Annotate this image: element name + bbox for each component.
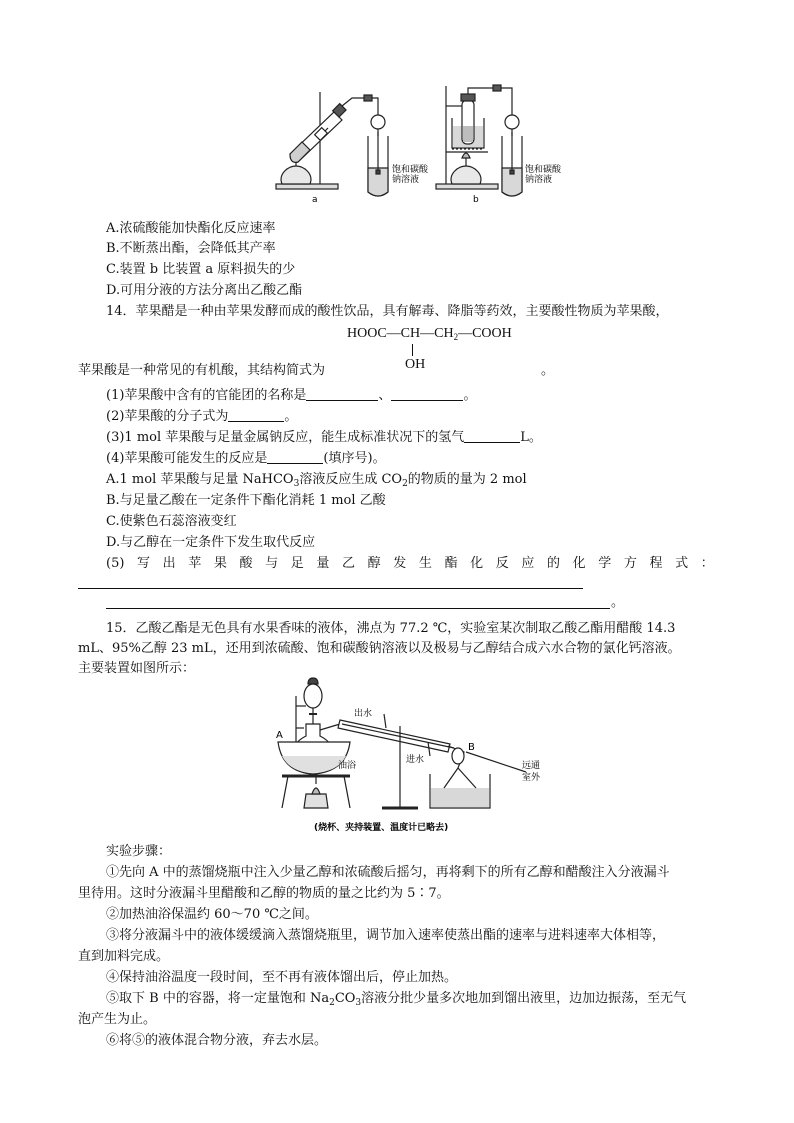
apparatus-figure-ab bbox=[268, 82, 568, 206]
p5-char: 酯 bbox=[444, 556, 458, 571]
q14-part-1 bbox=[106, 387, 476, 404]
q14-structure-period: 。 bbox=[541, 363, 555, 378]
p5-char: (5) bbox=[106, 556, 125, 571]
blank-hydrogen-volume[interactable] bbox=[464, 430, 520, 443]
p5-char: 出 bbox=[162, 556, 176, 571]
q15-line-2: mL、95%乙醇 23 mL，还用到浓硫酸、饱和碳酸钠溶液以及极易与乙醇结合成六水合物的氯化钙溶液。 bbox=[78, 641, 681, 656]
label-vent-1: 远通 bbox=[522, 761, 541, 771]
q14-structure-sentence bbox=[78, 362, 325, 379]
label-apparatus-B: B bbox=[468, 742, 475, 753]
q14-intro: 14．苹果醋是一种由苹果发酵而成的酸性饮品，具有解毒、降脂等药效，主要酸性物质为苹果酸， bbox=[106, 304, 669, 319]
part4-end: (填序号)。 bbox=[323, 451, 386, 466]
steps-title: 实验步骤： bbox=[106, 844, 172, 859]
q13-option-d: D.可用分液的方法分离出乙酸乙酯 bbox=[106, 283, 303, 298]
part3-end: L。 bbox=[520, 430, 542, 445]
p5-char: 程 bbox=[649, 556, 663, 571]
label-figure-a: a bbox=[312, 195, 318, 205]
label-vent-2: 室外 bbox=[522, 773, 541, 783]
part4-text: (4)苹果酸可能发生的反应是 bbox=[106, 451, 268, 466]
label-figure-b: b bbox=[473, 195, 479, 205]
p5-char: 乙 bbox=[342, 556, 356, 571]
blank-functional-group-1[interactable] bbox=[306, 388, 378, 401]
step-1-line-1: ①先向 A 中的蒸馏烧瓶中注入少量乙醇和浓硫酸后摇匀，再将剩下的所有乙醇和醋酸注入分液漏斗 bbox=[106, 865, 670, 880]
p5-char: 化 bbox=[572, 556, 586, 571]
p5-char: 足 bbox=[290, 556, 304, 571]
blank-reaction-options[interactable] bbox=[267, 451, 323, 464]
part2-end: 。 bbox=[284, 409, 298, 424]
label-tube-a-line2: 钠溶液 bbox=[392, 175, 420, 185]
q14-part-3 bbox=[106, 429, 542, 446]
q13-option-a: A.浓硫酸能加快酯化反应速率 bbox=[106, 221, 276, 236]
step-4: ④保持油浴温度一段时间，至不再有液体馏出后，停止加热。 bbox=[106, 970, 458, 985]
p5-char: 发 bbox=[393, 556, 407, 571]
p5-char: 量 bbox=[316, 556, 330, 571]
structure-end: —COOH bbox=[458, 326, 512, 341]
q15-line-1: 15．乙酸乙酯是无色具有水果香味的液体，沸点为 77.2 ℃，实验室某次制取乙酸乙酯用醋酸 14.3 bbox=[106, 621, 676, 636]
q13-option-b: B.不断蒸出酯，会降低其产率 bbox=[106, 241, 276, 256]
p5-char: 化 bbox=[470, 556, 484, 571]
p5-char: 反 bbox=[495, 556, 509, 571]
distillation-apparatus-figure bbox=[268, 676, 558, 838]
q13-option-c: C.装置 b 比装置 a 原料损失的少 bbox=[106, 262, 296, 277]
q14-part-5-end: 。 bbox=[611, 595, 625, 610]
blank-molecular-formula[interactable] bbox=[228, 409, 284, 422]
step5-sub-2: 3 bbox=[355, 998, 362, 1008]
step-3-line-1: ③将分液漏斗中的液体缓缓滴入蒸馏烧瓶里，调节加入速率使蒸出酯的速率与进料速率大体相等， bbox=[106, 928, 666, 943]
step5-sub-1: 2 bbox=[329, 998, 335, 1008]
label-tube-a-line1: 饱和碳酸 bbox=[392, 165, 429, 175]
optA-sub-2: 2 bbox=[402, 479, 408, 489]
part1-end: 。 bbox=[463, 388, 477, 403]
malic-acid-structure bbox=[347, 326, 512, 342]
figure-caption: (烧杯、夹持装置、温度计已略去) bbox=[314, 823, 449, 833]
q15-line-3: 主要装置如图所示： bbox=[78, 661, 196, 676]
step-5-line-2: 泡产生为止。 bbox=[78, 1012, 157, 1027]
p5-char: 学 bbox=[598, 556, 612, 571]
step-5-line-1 bbox=[106, 990, 686, 1012]
part1-text: (1)苹果酸中含有的官能团的名称是 bbox=[106, 388, 307, 403]
p5-char: ： bbox=[700, 556, 714, 571]
part1-sep: 、 bbox=[378, 388, 392, 403]
step-3-line-2: 直到加料完成。 bbox=[78, 949, 170, 964]
part2-text: (2)苹果酸的分子式为 bbox=[106, 409, 229, 424]
label-water-in: 进水 bbox=[406, 755, 425, 765]
q14-option-a bbox=[106, 471, 527, 493]
optA-sub-1: 3 bbox=[293, 479, 300, 489]
q14-part-2 bbox=[106, 408, 297, 425]
q14-option-c: C.使紫色石蕊溶液变红 bbox=[106, 514, 237, 529]
step5-text-2: CO bbox=[334, 991, 356, 1006]
p5-char: 生 bbox=[418, 556, 432, 571]
p5-char: 方 bbox=[623, 556, 637, 571]
structure-main-chain: HOOC—CH—CH bbox=[347, 326, 454, 341]
part3-text: (3)1 mol 苹果酸与足量金属钠反应，能生成标准状况下的氢气 bbox=[106, 430, 465, 445]
q14-part-5 bbox=[106, 555, 714, 572]
p5-char: 苹 bbox=[188, 556, 202, 571]
q14-option-d: D.与乙醇在一定条件下发生取代反应 bbox=[106, 535, 316, 550]
optA-text-3: 的物质的量为 2 mol bbox=[407, 472, 527, 487]
p5-char: 式 bbox=[675, 556, 689, 571]
optA-text-1: A.1 mol 苹果酸与足量 NaHCO bbox=[106, 472, 294, 487]
step5-text-3: 溶液分批少量多次地加到馏出液里，边加边振荡，至无气 bbox=[361, 991, 687, 1006]
label-tube-b-line2: 钠溶液 bbox=[525, 175, 553, 185]
p5-char: 与 bbox=[265, 556, 279, 571]
structure-oh: OH bbox=[405, 357, 426, 372]
p5-char: 果 bbox=[213, 556, 227, 571]
step-6: ⑥将⑤的液体混合物分液，弃去水层。 bbox=[106, 1033, 328, 1048]
p5-char: 醇 bbox=[367, 556, 381, 571]
structure-subscript: 2 bbox=[453, 332, 459, 342]
p5-char: 的 bbox=[547, 556, 561, 571]
label-apparatus-A: A bbox=[276, 730, 283, 741]
step-1-line-2: 里待用。这时分液漏斗里醋酸和乙醇的物质的量之比约为 5∶7。 bbox=[78, 886, 450, 901]
label-water-out: 出水 bbox=[354, 709, 373, 719]
label-oil-bath: 油浴 bbox=[338, 761, 357, 771]
p5-char: 写 bbox=[137, 556, 151, 571]
q14-part-4 bbox=[106, 450, 386, 467]
structure-bond-line bbox=[412, 344, 413, 356]
p5-char: 酸 bbox=[239, 556, 253, 571]
optA-text-2: 溶液反应生成 CO bbox=[299, 472, 403, 487]
step5-text-1: ⑤取下 B 中的容器，将一定量饱和 Na bbox=[106, 991, 330, 1006]
structure-sentence-text: 苹果酸是一种常见的有机酸，其结构简式为 bbox=[78, 363, 326, 378]
blank-equation-line-1[interactable] bbox=[78, 588, 583, 589]
label-tube-b-line1: 饱和碳酸 bbox=[525, 165, 562, 175]
blank-equation-line-2[interactable] bbox=[106, 608, 610, 609]
p5-char: 应 bbox=[521, 556, 535, 571]
q14-option-b: B.与足量乙酸在一定条件下酯化消耗 1 mol 乙酸 bbox=[106, 493, 386, 508]
blank-functional-group-2[interactable] bbox=[391, 388, 463, 401]
step-2: ②加热油浴保温约 60～70 ℃之间。 bbox=[106, 907, 318, 922]
